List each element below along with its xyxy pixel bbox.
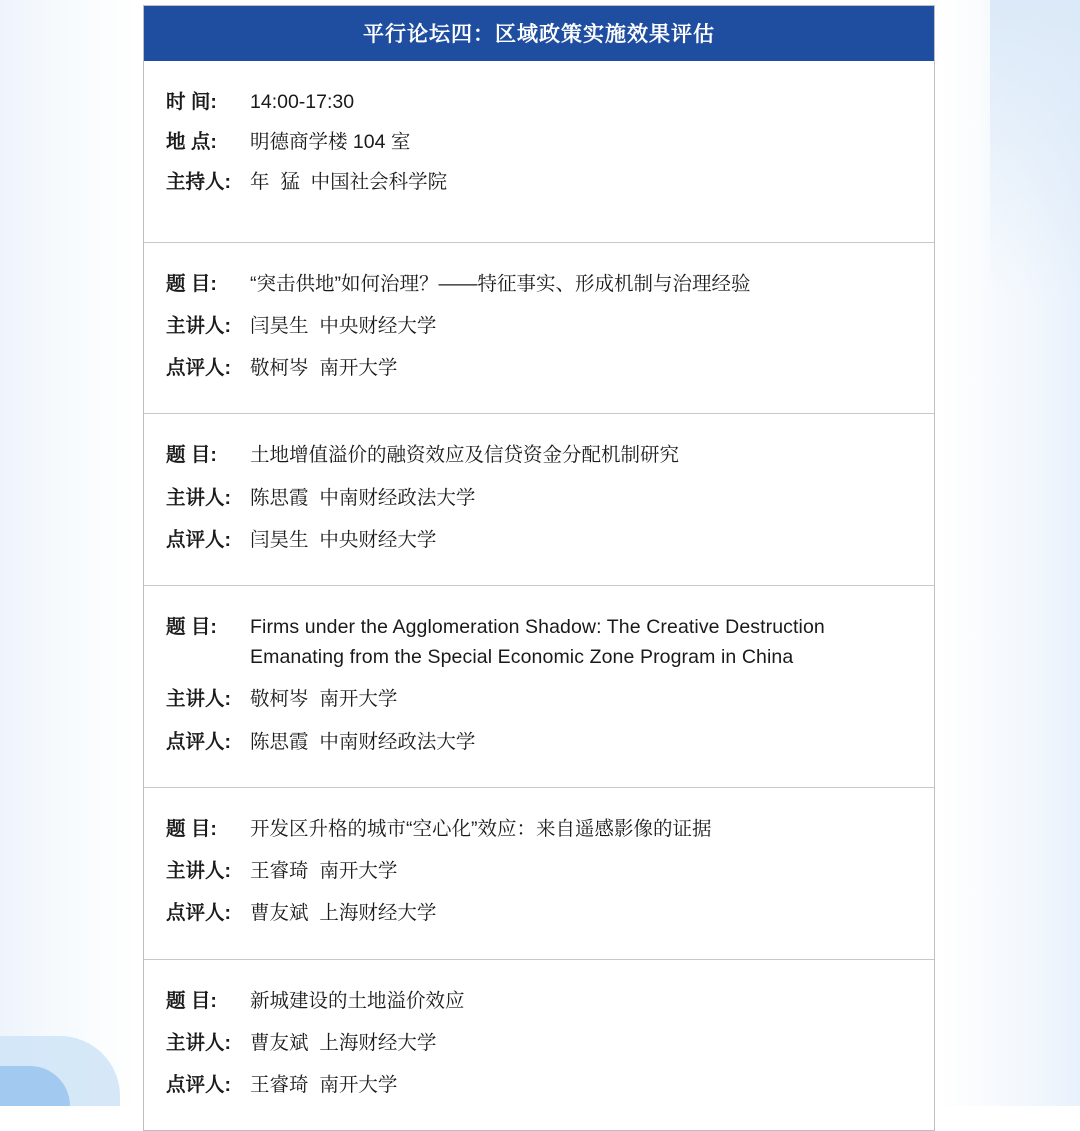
paper-label-discussant: 点评人:: [166, 730, 231, 753]
session-schedule-table: [143, 5, 935, 1131]
paper-label-speaker: 主讲人:: [166, 486, 231, 509]
paper-value-discussant: 曹友斌 上海财经大学: [250, 902, 437, 925]
paper-row-speaker: [144, 684, 934, 714]
paper-row-title: [144, 814, 934, 844]
session-title: 平行论坛四：区域政策实施效果评估: [144, 6, 934, 61]
paper-value-speaker: 闫昊生 中央财经大学: [250, 314, 437, 337]
paper-block-4: [144, 788, 934, 960]
page-corner-decoration-right: [990, 0, 1080, 300]
paper-label-title: 题 目:: [166, 817, 217, 840]
paper-row-discussant: [144, 727, 934, 757]
paper-value-discussant: 陈思霞 中南财经政法大学: [250, 730, 476, 753]
paper-label-speaker: 主讲人:: [166, 860, 231, 883]
info-value-chair: 年 猛 中国社会科学院: [250, 171, 448, 194]
session-info-block: [144, 61, 934, 243]
page-background-left: [0, 0, 140, 1106]
paper-label-discussant: 点评人:: [166, 902, 231, 925]
paper-label-title: 题 目:: [166, 615, 217, 638]
paper-label-discussant: 点评人:: [166, 1073, 231, 1096]
info-label-location: 地 点:: [166, 131, 217, 154]
paper-label-speaker: 主讲人:: [166, 314, 231, 337]
paper-label-speaker: 主讲人:: [166, 1031, 231, 1054]
paper-block-1: [144, 243, 934, 415]
paper-value-speaker: 陈思霞 中南财经政法大学: [250, 486, 476, 509]
paper-row-title: [144, 269, 934, 299]
info-row-chair: [144, 167, 934, 197]
paper-block-5: [144, 960, 934, 1131]
paper-value-speaker: 王睿琦 南开大学: [250, 860, 398, 883]
info-label-chair: 主持人:: [166, 171, 231, 194]
paper-value-speaker: 敬柯岑 南开大学: [250, 688, 398, 711]
paper-row-speaker: [144, 1028, 934, 1058]
info-value-location: 明德商学楼 104 室: [250, 131, 411, 154]
paper-label-title: 题 目:: [166, 272, 217, 295]
paper-row-discussant: [144, 353, 934, 383]
paper-label-discussant: 点评人:: [166, 528, 231, 551]
paper-value-title: Firms under the Agglomeration Shadow: The Creative Destruction Emanating from the Special Economic Zone Program in China: [250, 615, 831, 669]
paper-row-speaker: [144, 483, 934, 513]
paper-row-speaker: [144, 856, 934, 886]
paper-row-title: [144, 986, 934, 1016]
paper-value-discussant: 闫昊生 中央财经大学: [250, 528, 437, 551]
paper-row-title: [144, 440, 934, 470]
paper-label-discussant: 点评人:: [166, 357, 231, 380]
paper-value-discussant: 敬柯岑 南开大学: [250, 357, 398, 380]
paper-block-3: [144, 586, 934, 788]
paper-value-title: “突击供地”如何治理？——特征事实、形成机制与治理经验: [250, 272, 751, 295]
info-label-time: 时 间:: [166, 91, 217, 113]
paper-value-speaker: 曹友斌 上海财经大学: [250, 1031, 437, 1054]
paper-row-discussant: [144, 1070, 934, 1100]
paper-block-2: [144, 414, 934, 586]
paper-value-title: 新城建设的土地溢价效应: [250, 989, 465, 1012]
paper-value-discussant: 王睿琦 南开大学: [250, 1073, 398, 1096]
paper-row-discussant: [144, 525, 934, 555]
paper-row-title: [144, 612, 934, 672]
paper-value-title: 开发区升格的城市“空心化”效应：来自遥感影像的证据: [250, 817, 712, 840]
paper-row-speaker: [144, 311, 934, 341]
info-row-time: [144, 87, 934, 117]
paper-label-title: 题 目:: [166, 444, 217, 467]
paper-row-discussant: [144, 898, 934, 928]
paper-value-title: 土地增值溢价的融资效应及信贷资金分配机制研究: [250, 444, 680, 467]
paper-label-title: 题 目:: [166, 989, 217, 1012]
info-value-time: 14:00-17:30: [250, 91, 355, 113]
paper-label-speaker: 主讲人:: [166, 688, 231, 711]
info-row-location: [144, 127, 934, 157]
